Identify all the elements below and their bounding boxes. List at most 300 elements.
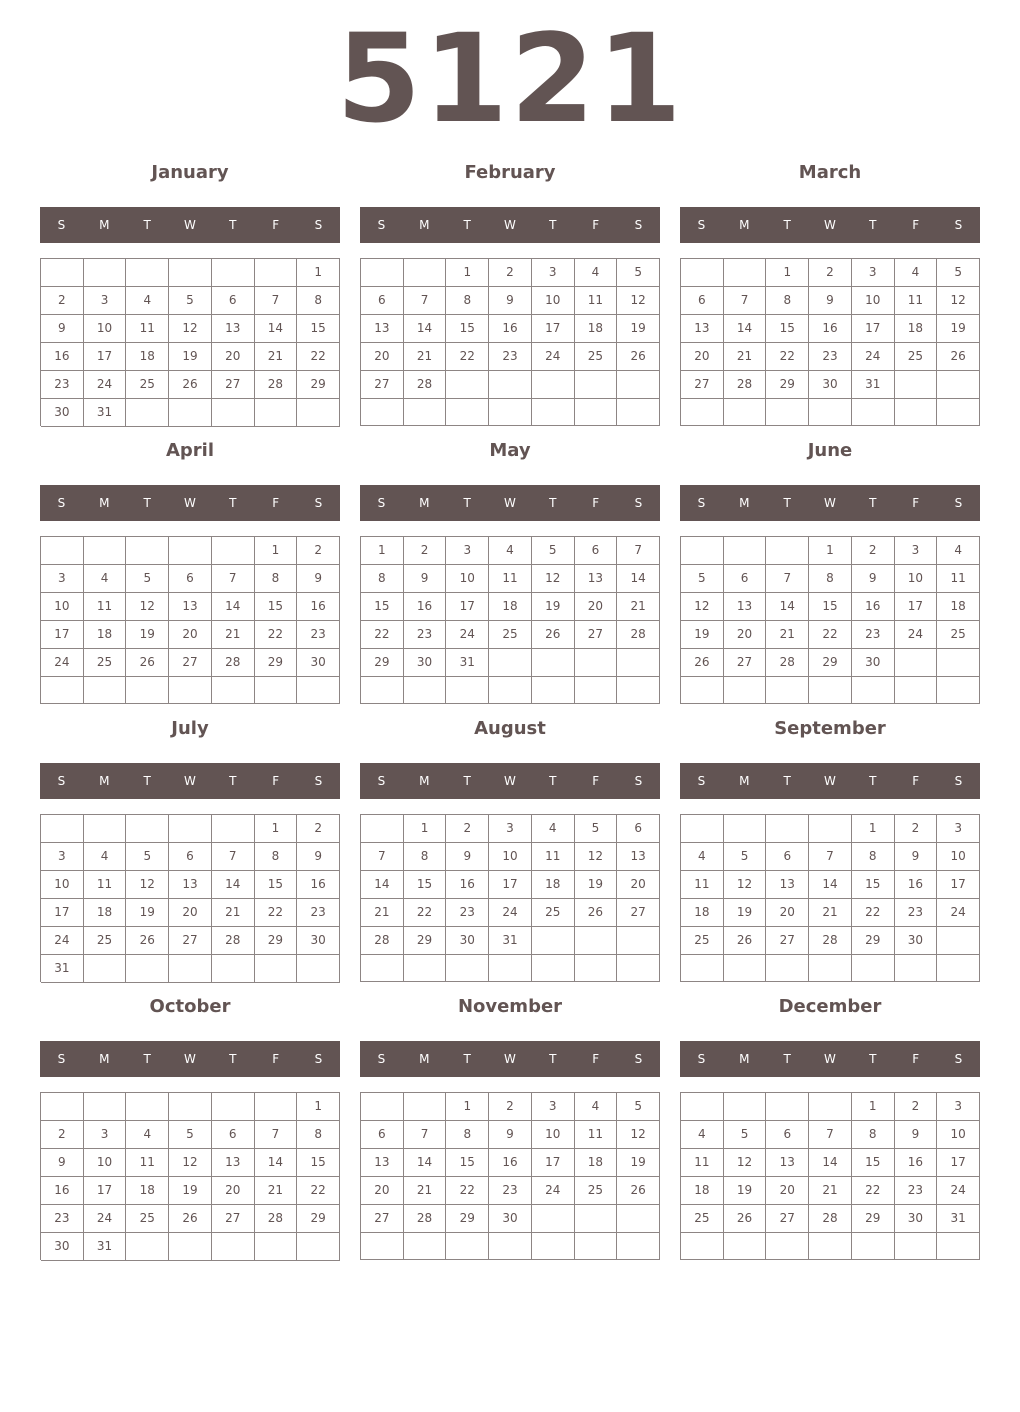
day-cell: 12	[169, 1149, 212, 1177]
day-cell: 1	[809, 537, 852, 565]
day-cell: 8	[255, 843, 298, 871]
day-cell: 18	[681, 899, 724, 927]
weekday-label: T	[549, 496, 557, 510]
day-cell: 8	[297, 1121, 340, 1149]
day-cell: 3	[532, 259, 575, 287]
day-cell: 4	[937, 537, 980, 565]
day-cell: 23	[297, 621, 340, 649]
day-cell: 26	[617, 343, 660, 371]
day-cell: 24	[84, 1205, 127, 1233]
day-cell: 24	[489, 899, 532, 927]
day-cell: 25	[84, 927, 127, 955]
day-cell: 20	[617, 871, 660, 899]
day-cell: 28	[361, 927, 404, 955]
day-cell: 13	[681, 315, 724, 343]
day-cell: 28	[809, 1205, 852, 1233]
day-cell: 4	[681, 843, 724, 871]
month-name: May	[489, 440, 531, 461]
weekday-label: F	[272, 1052, 280, 1066]
day-cell: 20	[575, 593, 618, 621]
month-calendar	[680, 708, 980, 986]
day-cell: 1	[766, 259, 809, 287]
day-cell: 9	[895, 1121, 938, 1149]
day-cell: 5	[724, 1121, 767, 1149]
day-cell: 3	[84, 287, 127, 315]
day-grid	[40, 1092, 340, 1260]
day-cell: 31	[41, 955, 84, 983]
weekday-label: S	[634, 218, 643, 232]
day-cell	[489, 649, 532, 677]
weekday-label: W	[824, 1052, 836, 1066]
weekday-label: S	[57, 774, 66, 788]
day-cell: 23	[41, 371, 84, 399]
day-cell	[297, 399, 340, 427]
day-cell: 30	[809, 371, 852, 399]
day-cell: 7	[809, 843, 852, 871]
day-cell: 13	[169, 871, 212, 899]
weekday-label: T	[463, 1052, 471, 1066]
day-cell: 13	[766, 1149, 809, 1177]
day-cell: 30	[297, 927, 340, 955]
day-cell	[41, 815, 84, 843]
weekday-label: S	[634, 774, 643, 788]
day-cell: 26	[681, 649, 724, 677]
weekday-header	[40, 485, 340, 521]
day-cell: 26	[169, 371, 212, 399]
day-cell: 1	[255, 815, 298, 843]
day-cell: 10	[84, 315, 127, 343]
day-cell	[41, 537, 84, 565]
weekday-label: S	[954, 1052, 963, 1066]
day-cell	[681, 259, 724, 287]
day-cell: 19	[169, 343, 212, 371]
day-cell	[41, 677, 84, 704]
day-cell: 16	[489, 1149, 532, 1177]
day-cell: 29	[297, 1205, 340, 1233]
day-cell	[532, 677, 575, 704]
day-cell: 6	[766, 843, 809, 871]
day-cell	[532, 371, 575, 399]
day-cell: 11	[126, 1149, 169, 1177]
day-cell: 29	[255, 649, 298, 677]
month-calendar	[40, 152, 340, 430]
day-cell: 27	[169, 927, 212, 955]
day-cell: 30	[489, 1205, 532, 1233]
day-cell: 21	[212, 899, 255, 927]
day-cell: 9	[446, 843, 489, 871]
day-cell: 21	[255, 343, 298, 371]
day-cell: 15	[852, 871, 895, 899]
day-cell	[809, 399, 852, 426]
day-cell: 28	[724, 371, 767, 399]
day-cell: 27	[212, 1205, 255, 1233]
weekday-label: F	[912, 496, 920, 510]
day-cell: 21	[361, 899, 404, 927]
day-cell	[404, 955, 447, 982]
day-cell: 6	[361, 287, 404, 315]
weekday-label: T	[869, 496, 877, 510]
weekday-label: S	[697, 496, 706, 510]
day-cell	[724, 537, 767, 565]
weekday-label: S	[314, 218, 323, 232]
day-cell: 7	[212, 843, 255, 871]
day-cell: 20	[681, 343, 724, 371]
day-cell	[532, 649, 575, 677]
weekday-label: F	[912, 218, 920, 232]
day-cell: 11	[575, 287, 618, 315]
day-cell: 28	[255, 1205, 298, 1233]
day-cell	[575, 399, 618, 426]
day-cell: 3	[41, 565, 84, 593]
day-cell: 23	[852, 621, 895, 649]
day-cell: 25	[895, 343, 938, 371]
day-cell: 14	[809, 871, 852, 899]
weekday-label: T	[549, 774, 557, 788]
day-cell	[766, 1233, 809, 1260]
day-cell	[169, 537, 212, 565]
month-name: March	[798, 162, 862, 183]
day-cell: 24	[937, 899, 980, 927]
day-cell	[361, 259, 404, 287]
day-cell: 22	[255, 899, 298, 927]
day-cell: 9	[41, 1149, 84, 1177]
day-cell: 31	[84, 399, 127, 427]
day-cell: 29	[809, 649, 852, 677]
day-cell: 16	[446, 871, 489, 899]
weekday-label: M	[99, 1052, 110, 1066]
day-cell: 4	[575, 1093, 618, 1121]
month-name: April	[165, 440, 215, 461]
day-cell: 10	[84, 1149, 127, 1177]
day-cell	[532, 1205, 575, 1233]
day-cell: 23	[446, 899, 489, 927]
weekday-label: S	[314, 1052, 323, 1066]
day-cell	[617, 371, 660, 399]
day-cell: 7	[724, 287, 767, 315]
day-cell	[361, 1233, 404, 1260]
day-cell: 15	[404, 871, 447, 899]
day-cell: 3	[937, 815, 980, 843]
day-cell: 2	[809, 259, 852, 287]
day-cell: 2	[489, 1093, 532, 1121]
weekday-label: T	[229, 1052, 237, 1066]
day-cell: 22	[766, 343, 809, 371]
day-cell: 21	[404, 1177, 447, 1205]
day-cell: 14	[809, 1149, 852, 1177]
weekday-label: W	[184, 218, 196, 232]
day-cell: 23	[404, 621, 447, 649]
day-cell: 10	[937, 843, 980, 871]
day-cell: 4	[681, 1121, 724, 1149]
day-cell: 9	[895, 843, 938, 871]
day-cell	[212, 259, 255, 287]
day-cell	[169, 1233, 212, 1261]
day-cell	[446, 399, 489, 426]
day-cell: 26	[532, 621, 575, 649]
weekday-label: W	[504, 218, 516, 232]
day-cell: 28	[404, 371, 447, 399]
day-cell: 31	[852, 371, 895, 399]
day-cell: 16	[297, 593, 340, 621]
day-cell: 20	[766, 1177, 809, 1205]
day-cell: 12	[937, 287, 980, 315]
weekday-label: M	[419, 1052, 430, 1066]
day-cell: 14	[404, 1149, 447, 1177]
day-cell: 18	[84, 621, 127, 649]
day-cell: 8	[766, 287, 809, 315]
day-cell: 12	[681, 593, 724, 621]
day-cell: 1	[297, 1093, 340, 1121]
weekday-label: F	[912, 1052, 920, 1066]
day-cell	[446, 1233, 489, 1260]
day-grid	[360, 536, 660, 704]
day-cell: 5	[724, 843, 767, 871]
day-cell	[361, 955, 404, 982]
day-cell: 8	[297, 287, 340, 315]
day-cell: 18	[895, 315, 938, 343]
day-cell: 10	[532, 1121, 575, 1149]
day-cell: 2	[489, 259, 532, 287]
day-cell	[532, 927, 575, 955]
day-cell: 11	[681, 871, 724, 899]
day-cell	[809, 955, 852, 982]
day-cell: 8	[852, 1121, 895, 1149]
day-cell: 11	[895, 287, 938, 315]
day-cell	[404, 677, 447, 704]
day-cell	[41, 259, 84, 287]
day-cell: 10	[41, 593, 84, 621]
day-cell	[766, 399, 809, 426]
weekday-label: T	[463, 218, 471, 232]
day-cell: 18	[126, 343, 169, 371]
day-cell: 2	[404, 537, 447, 565]
day-cell: 20	[212, 343, 255, 371]
day-cell	[681, 1093, 724, 1121]
day-cell: 7	[617, 537, 660, 565]
day-cell	[169, 259, 212, 287]
day-cell: 26	[617, 1177, 660, 1205]
day-cell: 1	[361, 537, 404, 565]
day-cell	[681, 537, 724, 565]
day-cell: 25	[126, 1205, 169, 1233]
day-cell: 1	[446, 259, 489, 287]
day-cell: 26	[937, 343, 980, 371]
year-title: 5121	[336, 8, 684, 150]
day-cell	[681, 399, 724, 426]
day-cell: 27	[169, 649, 212, 677]
day-cell	[212, 815, 255, 843]
day-cell: 9	[852, 565, 895, 593]
day-cell: 12	[126, 871, 169, 899]
day-grid	[40, 258, 340, 426]
day-cell: 4	[84, 565, 127, 593]
day-cell: 19	[532, 593, 575, 621]
day-cell: 20	[361, 343, 404, 371]
day-cell: 6	[212, 1121, 255, 1149]
day-cell	[852, 399, 895, 426]
day-cell: 16	[895, 1149, 938, 1177]
weekday-label: S	[314, 774, 323, 788]
day-cell	[361, 399, 404, 426]
day-cell: 14	[404, 315, 447, 343]
day-cell: 14	[212, 593, 255, 621]
weekday-label: S	[314, 496, 323, 510]
day-cell: 30	[41, 399, 84, 427]
day-cell	[126, 677, 169, 704]
month-calendar	[40, 708, 340, 986]
day-cell: 10	[446, 565, 489, 593]
day-cell	[724, 1093, 767, 1121]
day-cell	[852, 677, 895, 704]
weekday-label: F	[272, 218, 280, 232]
day-cell: 17	[489, 871, 532, 899]
day-cell: 14	[724, 315, 767, 343]
day-cell: 2	[446, 815, 489, 843]
day-cell: 13	[724, 593, 767, 621]
weekday-label: T	[549, 218, 557, 232]
day-cell: 20	[361, 1177, 404, 1205]
weekday-label: M	[739, 1052, 750, 1066]
weekday-header	[40, 1041, 340, 1077]
day-cell: 4	[575, 259, 618, 287]
day-cell: 18	[937, 593, 980, 621]
month-calendar	[360, 708, 660, 986]
day-cell: 1	[255, 537, 298, 565]
day-cell: 23	[809, 343, 852, 371]
day-cell: 16	[297, 871, 340, 899]
day-cell: 29	[255, 927, 298, 955]
weekday-label: M	[739, 218, 750, 232]
day-cell: 7	[404, 1121, 447, 1149]
day-cell: 20	[212, 1177, 255, 1205]
day-cell: 28	[212, 927, 255, 955]
day-cell	[937, 955, 980, 982]
weekday-label: W	[184, 1052, 196, 1066]
month-name: December	[778, 996, 882, 1017]
day-cell: 11	[84, 871, 127, 899]
day-cell: 12	[532, 565, 575, 593]
day-cell	[937, 371, 980, 399]
day-cell: 7	[212, 565, 255, 593]
day-cell: 10	[489, 843, 532, 871]
day-cell: 3	[489, 815, 532, 843]
day-cell	[575, 1233, 618, 1260]
day-cell	[617, 1205, 660, 1233]
day-cell	[724, 955, 767, 982]
day-cell	[681, 677, 724, 704]
day-cell: 27	[361, 371, 404, 399]
day-cell: 29	[297, 371, 340, 399]
weekday-label: F	[592, 774, 600, 788]
day-cell	[575, 955, 618, 982]
day-cell	[852, 1233, 895, 1260]
day-cell	[126, 537, 169, 565]
day-cell: 6	[617, 815, 660, 843]
day-cell	[766, 815, 809, 843]
day-cell	[809, 1233, 852, 1260]
day-cell: 11	[489, 565, 532, 593]
weekday-header	[360, 763, 660, 799]
day-cell: 14	[255, 315, 298, 343]
weekday-header	[680, 763, 980, 799]
day-cell	[489, 955, 532, 982]
weekday-label: W	[824, 218, 836, 232]
day-cell: 30	[895, 927, 938, 955]
day-cell	[255, 1233, 298, 1261]
day-cell: 7	[361, 843, 404, 871]
weekday-label: M	[419, 496, 430, 510]
day-cell: 30	[297, 649, 340, 677]
day-cell: 31	[84, 1233, 127, 1261]
day-cell: 3	[446, 537, 489, 565]
day-cell	[809, 1093, 852, 1121]
day-cell	[617, 677, 660, 704]
day-cell: 31	[446, 649, 489, 677]
day-cell: 2	[852, 537, 895, 565]
day-cell	[84, 537, 127, 565]
day-cell: 15	[361, 593, 404, 621]
weekday-label: M	[419, 218, 430, 232]
day-cell: 19	[724, 899, 767, 927]
day-cell: 6	[766, 1121, 809, 1149]
day-cell	[361, 1093, 404, 1121]
weekday-label: T	[463, 774, 471, 788]
day-cell: 29	[446, 1205, 489, 1233]
day-cell	[532, 955, 575, 982]
month-calendar	[680, 152, 980, 430]
day-cell: 8	[361, 565, 404, 593]
day-cell	[724, 677, 767, 704]
day-cell	[212, 399, 255, 427]
day-cell: 6	[212, 287, 255, 315]
day-cell: 25	[681, 927, 724, 955]
weekday-label: S	[377, 496, 386, 510]
weekday-header	[680, 207, 980, 243]
day-cell: 14	[766, 593, 809, 621]
weekday-label: T	[143, 1052, 151, 1066]
weekday-label: S	[377, 1052, 386, 1066]
weekday-label: T	[143, 218, 151, 232]
day-cell: 5	[126, 843, 169, 871]
day-cell: 13	[361, 1149, 404, 1177]
day-cell: 6	[681, 287, 724, 315]
day-cell	[169, 1093, 212, 1121]
day-cell: 5	[617, 1093, 660, 1121]
day-cell: 14	[361, 871, 404, 899]
day-cell	[766, 1093, 809, 1121]
day-cell: 10	[41, 871, 84, 899]
day-cell	[297, 1233, 340, 1261]
weekday-label: M	[739, 496, 750, 510]
weekday-label: T	[463, 496, 471, 510]
day-cell: 26	[724, 1205, 767, 1233]
day-cell: 21	[255, 1177, 298, 1205]
day-cell: 19	[126, 621, 169, 649]
month-calendar	[680, 430, 980, 708]
day-cell: 23	[895, 1177, 938, 1205]
day-cell: 26	[575, 899, 618, 927]
day-cell: 25	[126, 371, 169, 399]
day-cell: 17	[84, 343, 127, 371]
day-cell: 25	[575, 1177, 618, 1205]
day-cell: 10	[937, 1121, 980, 1149]
day-cell: 19	[681, 621, 724, 649]
day-cell: 1	[852, 1093, 895, 1121]
day-grid	[360, 258, 660, 426]
day-cell: 10	[852, 287, 895, 315]
day-cell: 27	[575, 621, 618, 649]
month-name: November	[457, 996, 563, 1017]
